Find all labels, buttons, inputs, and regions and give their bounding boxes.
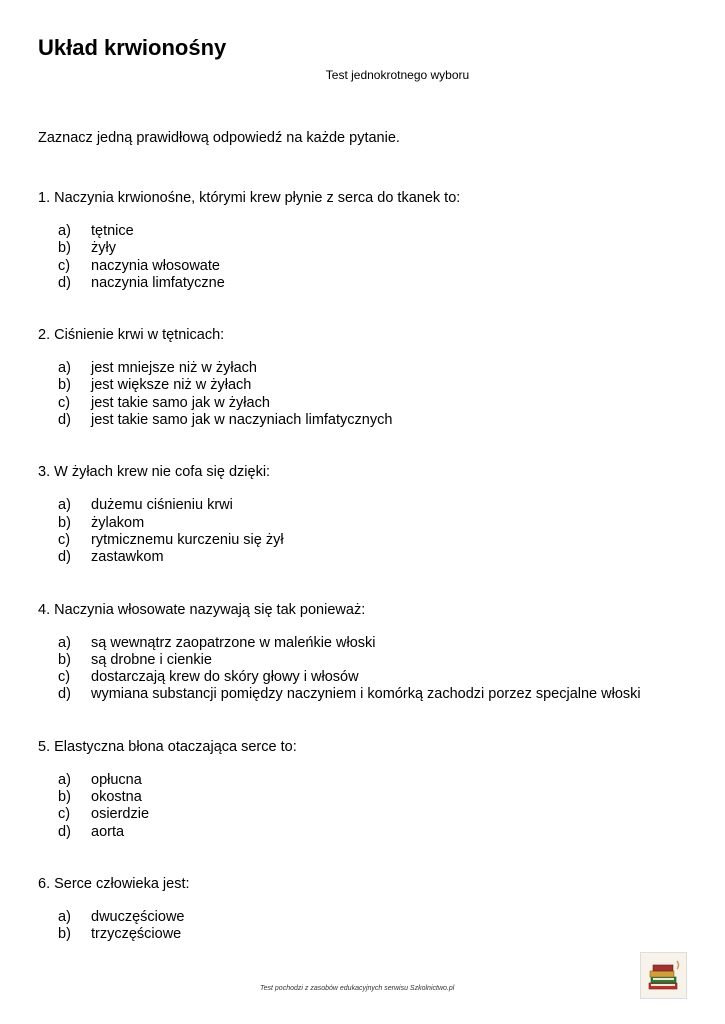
answer-letter: b) [58,789,71,806]
answer-letter: b) [58,514,71,531]
answer-list [38,635,698,704]
answer-text: opłucna [91,771,142,788]
question-text: 5. Elastyczna błona otaczająca serce to: [38,738,297,755]
answer-letter: a) [58,497,71,514]
answer-letter: c) [58,257,71,274]
answer-option[interactable] [38,669,698,686]
answer-option[interactable] [38,275,698,292]
answer-text: są drobne i cienkie [91,651,212,668]
answer-text: naczynia limfatyczne [91,274,225,291]
answer-text: jest takie samo jak w naczyniach limfatycznych [91,412,393,429]
answer-option[interactable] [38,258,698,275]
answer-text: wymiana substancji pomiędzy naczyniem i komórką zachodzi porzez specjalne włoski [91,686,641,703]
answer-option[interactable] [38,532,698,549]
answer-text: rytmicznemu kurczeniu się żył [91,531,284,548]
answer-text: jest mniejsze niż w żyłach [91,360,257,377]
question-text: 6. Serce człowieka jest: [38,875,190,892]
answer-letter: c) [58,669,71,686]
answer-letter: c) [58,394,71,411]
answer-option[interactable] [38,549,698,566]
answer-text: osierdzie [91,806,150,823]
answer-text: są wewnątrz zaopatrzone w maleńkie włoski [91,634,376,651]
answer-text: żylakom [91,514,145,531]
answer-letter: a) [58,360,71,377]
answer-text: zastawkom [91,549,164,566]
answer-option[interactable] [38,686,698,703]
question-3 [38,463,698,566]
instruction-text: Zaznacz jedną prawidłową odpowiedź na każde pytanie. [38,130,400,146]
answer-list [38,909,698,944]
answer-option[interactable] [38,223,698,240]
books-logo-icon [640,952,687,999]
answer-letter: d) [58,823,71,840]
answer-letter: b) [58,926,71,943]
answer-option[interactable] [38,824,698,841]
answer-text: trzyczęściowe [91,926,182,943]
question-6 [38,875,698,944]
answer-option[interactable] [38,926,698,943]
question-list [38,189,698,978]
question-text: 4. Naczynia włosowate nazywają się tak ponieważ: [38,601,366,618]
answer-letter: d) [58,412,71,429]
question-text: 3. W żyłach krew nie cofa się dzięki: [38,464,271,481]
answer-option[interactable] [38,377,698,394]
answer-text: dwuczęściowe [91,908,185,925]
question-1 [38,189,698,292]
answer-letter: b) [58,240,71,257]
answer-letter: a) [58,223,71,239]
answer-option[interactable] [38,240,698,257]
answer-option[interactable] [38,412,698,429]
answer-text: aorta [91,823,125,840]
answer-letter: a) [58,771,71,788]
answer-letter: d) [58,274,71,291]
answer-letter: d) [58,549,71,566]
answer-letter: d) [58,686,71,703]
question-5 [38,738,698,841]
answer-letter: c) [58,806,71,823]
question-2 [38,326,698,429]
answer-option[interactable] [38,395,698,412]
answer-letter: b) [58,651,71,668]
answer-option[interactable] [38,652,698,669]
answer-text: dużemu ciśnieniu krwi [91,497,233,514]
answer-text: naczynia włosowate [91,257,220,274]
answer-option[interactable] [38,806,698,823]
page-title: Układ krwionośny [38,35,227,60]
answer-letter: a) [58,634,71,651]
answer-option[interactable] [38,635,698,652]
answer-option[interactable] [38,909,698,926]
question-text: 2. Ciśnienie krwi w tętnicach: [38,327,225,344]
answer-option[interactable] [38,497,698,514]
page-subtitle: Test jednokrotnego wyboru [325,68,470,82]
answer-option[interactable] [38,515,698,532]
answer-list [38,497,698,566]
answer-text: dostarczają krew do skóry głowy i włosów [91,669,359,686]
question-4 [38,601,698,704]
answer-text: okostna [91,789,142,806]
answer-letter: c) [58,531,71,548]
question-text: 1. Naczynia krwionośne, którymi krew płynie z serca do tkanek to: [38,190,461,206]
answer-option[interactable] [38,789,698,806]
answer-text: żyły [91,240,116,257]
answer-text: jest większe niż w żyłach [91,377,252,394]
page-footer: Test pochodzi z zasobów edukacyjnych serwisu Szkolnictwo.pl [260,985,455,992]
answer-option[interactable] [38,772,698,789]
answer-letter: b) [58,377,71,394]
answer-option[interactable] [38,360,698,377]
answer-text: tętnice [91,223,134,239]
answer-text: jest takie samo jak w żyłach [91,394,270,411]
answer-list [38,223,698,292]
answer-letter: a) [58,908,71,925]
answer-list [38,772,698,841]
answer-list [38,360,698,429]
